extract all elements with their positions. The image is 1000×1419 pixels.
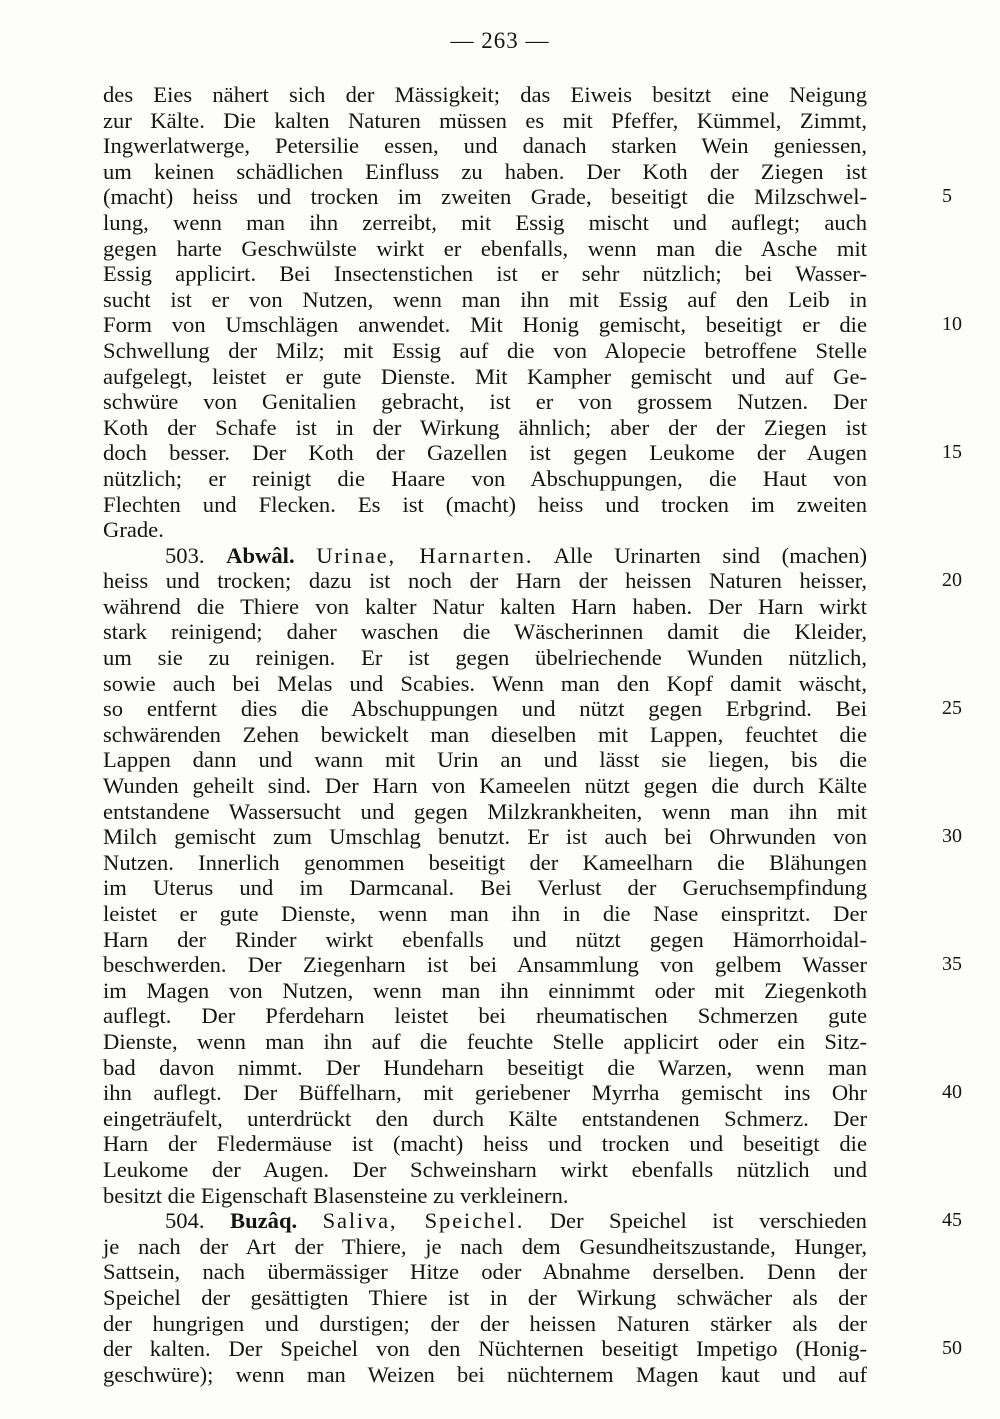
line-text: besitzt die Eigenschaft Blasensteine zu verkleinern. xyxy=(103,1182,569,1208)
line-number: 45 xyxy=(942,1209,962,1232)
text-line xyxy=(103,645,867,671)
line-text: schwärenden Zehen bewickelt man dieselben mit Lappen, feuchtet die xyxy=(103,721,867,747)
text-line xyxy=(103,875,867,901)
line-number: 15 xyxy=(942,441,962,464)
text-line xyxy=(103,1055,867,1081)
text-line xyxy=(103,850,867,876)
text-line xyxy=(103,287,867,313)
entry-number: 503. xyxy=(165,542,205,568)
text-line xyxy=(103,236,867,262)
line-text: im Uterus und im Darmcanal. Bei Verlust der Geruchsempfindung xyxy=(103,875,867,901)
line-text: gegen harte Geschwülste wirkt er ebenfalls, wenn man die Asche mit xyxy=(103,235,867,261)
text-line xyxy=(103,517,867,543)
entry-gloss: Saliva, Speichel. xyxy=(322,1208,525,1234)
entry-text: Der Speichel ist verschieden xyxy=(549,1208,867,1234)
line-text: während die Thiere von kalter Natur kalten Harn haben. Der Harn wirkt xyxy=(103,593,867,619)
text-line xyxy=(103,492,867,518)
line-text: aufgelegt, leistet er gute Dienste. Mit Kampher gemischt und auf Ge- xyxy=(103,363,867,389)
line-text: je nach der Art der Thiere, je nach dem Gesundheitszustande, Hunger, xyxy=(103,1233,867,1259)
text-line xyxy=(103,1234,867,1260)
text-line xyxy=(103,1029,867,1055)
line-text: im Magen von Nutzen, wenn man ihn einnimmt oder mit Ziegenkoth xyxy=(103,977,867,1003)
entry-gloss: Urinae, Harnarten. xyxy=(316,542,534,568)
line-text: Lappen dann und wann mit Urin an und lässt sie liegen, bis die xyxy=(103,747,867,773)
line-text: leistet er gute Dienste, wenn man ihn in die Nase einspritzt. Der xyxy=(103,901,867,926)
page-number: — 263 — xyxy=(450,28,550,53)
line-text: Sattsein, nach übermässiger Hitze oder Abnahme derselben. Denn der xyxy=(103,1259,867,1285)
entry-headword: Buzâq. xyxy=(230,1208,298,1234)
line-text: Speichel der gesättigten Thiere ist in der Wirkung schwächer als der xyxy=(103,1284,867,1310)
line-number: 40 xyxy=(942,1081,962,1104)
text-line xyxy=(103,696,962,722)
line-text: entstandene Wassersucht und gegen Milzkrankheiten, wenn man ihn mit xyxy=(103,798,867,824)
text-line xyxy=(103,389,867,415)
line-text: Wunden geheilt sind. Der Harn von Kameelen nützt gegen die durch Kälte xyxy=(103,773,867,799)
body-text xyxy=(103,82,962,1387)
entry-number: 504. xyxy=(165,1208,205,1234)
text-line xyxy=(103,1183,867,1209)
line-text: geschwüre); wenn man Weizen bei nüchternem Magen kaut und auf xyxy=(103,1361,867,1387)
line-text: Nutzen. Innerlich genommen beseitigt der Kameelharn die Blähungen xyxy=(103,849,867,875)
text-line xyxy=(103,1157,867,1183)
line-text: eingeträufelt, unterdrückt den durch Kälte entstandenen Schmerz. Der xyxy=(103,1105,867,1131)
line-text: sowie auch bei Melas und Scabies. Wenn man den Kopf damit wäscht, xyxy=(103,670,867,696)
text-line xyxy=(103,364,867,390)
line-text: stark reinigend; daher waschen die Wäscherinnen damit die Kleider, xyxy=(103,619,867,645)
line-text: Essig applicirt. Bei Insectenstichen ist er sehr nützlich; bei Wasser- xyxy=(103,261,867,287)
text-line xyxy=(103,1003,867,1029)
line-text: lung, wenn man ihn zerreibt, mit Essig mischt und auflegt; auch xyxy=(103,209,867,235)
entry-text: Alle Urinarten sind (machen) xyxy=(553,542,867,568)
entry-headword: Abwâl. xyxy=(226,542,295,568)
line-text: doch besser. Der Koth der Gazellen ist gegen Leukome der Augen xyxy=(103,440,867,466)
text-line xyxy=(103,440,962,466)
text-line xyxy=(103,824,962,850)
text-line xyxy=(103,210,867,236)
text-line xyxy=(103,184,952,210)
text-line xyxy=(103,159,867,185)
text-line xyxy=(103,594,867,620)
text-line xyxy=(103,1285,867,1311)
line-text: Schwellung der Milz; mit Essig auf die von Alopecie betroffene Stelle xyxy=(103,337,867,363)
text-line xyxy=(103,773,867,799)
text-line xyxy=(103,901,867,927)
text-line xyxy=(103,619,867,645)
line-text: um keinen schädlichen Einfluss zu haben. Der Koth der Ziegen ist xyxy=(103,158,867,184)
text-line xyxy=(103,82,867,108)
text-line xyxy=(103,1080,962,1106)
line-number: 35 xyxy=(942,953,962,976)
entry-heading-line xyxy=(103,1208,962,1234)
line-text: zur Kälte. Die kalten Naturen müssen es mit Pfeffer, Kümmel, Zimmt, xyxy=(103,107,867,133)
line-text: nützlich; er reinigt die Haare von Abschuppungen, die Haut von xyxy=(103,465,867,491)
line-text: schwüre von Genitalien gebracht, ist er von grossem Nutzen. Der xyxy=(103,389,867,415)
text-line xyxy=(103,799,867,825)
line-text: Grade. xyxy=(103,517,164,543)
text-line xyxy=(103,747,867,773)
line-text: so entfernt dies die Abschuppungen und nützt gegen Erbgrind. Bei xyxy=(103,696,867,722)
text-line xyxy=(103,671,867,697)
entry-heading-line xyxy=(103,543,867,569)
line-number: 5 xyxy=(942,185,952,208)
line-text: bad davon nimmt. Der Hundeharn beseitigt die Warzen, wenn man xyxy=(103,1054,867,1080)
text-line xyxy=(103,1259,867,1285)
line-text: der kalten. Der Speichel von den Nüchternen beseitigt Impetigo (Honig- xyxy=(103,1336,867,1362)
line-text: heiss und trocken; dazu ist noch der Harn der heissen Naturen heisser, xyxy=(103,568,867,594)
line-text: Koth der Schafe ist in der Wirkung ähnlich; aber der der Ziegen ist xyxy=(103,414,867,440)
text-line xyxy=(103,415,867,441)
line-text: ihn auflegt. Der Büffelharn, mit geriebener Myrrha gemischt ins Ohr xyxy=(103,1080,867,1106)
text-line xyxy=(103,1106,867,1132)
text-line xyxy=(103,261,867,287)
line-text: um sie zu reinigen. Er ist gegen übelriechende Wunden nützlich, xyxy=(103,645,867,671)
line-text: sucht ist er von Nutzen, wenn man ihn mit Essig auf den Leib in xyxy=(103,286,867,312)
line-text: des Eies nähert sich der Mässigkeit; das Eiweis besitzt eine Neigung xyxy=(103,82,867,107)
line-number: 10 xyxy=(942,313,962,336)
line-number: 30 xyxy=(942,825,962,848)
text-line xyxy=(103,1362,867,1388)
text-line xyxy=(103,133,867,159)
text-line xyxy=(103,722,867,748)
text-line xyxy=(103,338,867,364)
line-text: Flechten und Flecken. Es ist (macht) heiss und trocken im zweiten xyxy=(103,491,867,517)
line-text: Leukome der Augen. Der Schweinsharn wirkt ebenfalls nützlich und xyxy=(103,1156,867,1182)
text-line xyxy=(103,1131,867,1157)
line-number: 25 xyxy=(942,697,962,720)
text-line xyxy=(103,466,867,492)
text-line xyxy=(103,312,962,338)
line-text: Dienste, wenn man ihn auf die feuchte Stelle applicirt oder ein Sitz- xyxy=(103,1028,867,1054)
line-text: beschwerden. Der Ziegenharn ist bei Ansammlung von gelbem Wasser xyxy=(103,952,867,978)
line-text: der hungrigen und durstigen; der der heissen Naturen stärker als der xyxy=(103,1310,867,1336)
text-line xyxy=(103,1311,867,1337)
line-text: Harn der Rinder wirkt ebenfalls und nützt gegen Hämorrhoidal- xyxy=(103,926,867,952)
line-text: Harn der Fledermäuse ist (macht) heiss und trocken und beseitigt die xyxy=(103,1131,867,1157)
line-number: 20 xyxy=(942,569,962,592)
text-line xyxy=(103,568,962,594)
line-number: 50 xyxy=(942,1337,962,1360)
line-text: Form von Umschlägen anwendet. Mit Honig gemischt, beseitigt er die xyxy=(103,312,867,338)
text-line xyxy=(103,927,867,953)
line-text: Milch gemischt zum Umschlag benutzt. Er ist auch bei Ohrwunden von xyxy=(103,824,867,850)
text-line xyxy=(103,978,867,1004)
line-text: Ingwerlatwerge, Petersilie essen, und danach starken Wein geniessen, xyxy=(103,133,867,159)
text-line xyxy=(103,108,867,134)
text-line xyxy=(103,952,962,978)
line-text: auflegt. Der Pferdeharn leistet bei rheumatischen Schmerzen gute xyxy=(103,1003,867,1029)
line-text: (macht) heiss und trocken im zweiten Grade, beseitigt die Milzschwel- xyxy=(103,184,867,210)
text-line xyxy=(103,1336,962,1362)
